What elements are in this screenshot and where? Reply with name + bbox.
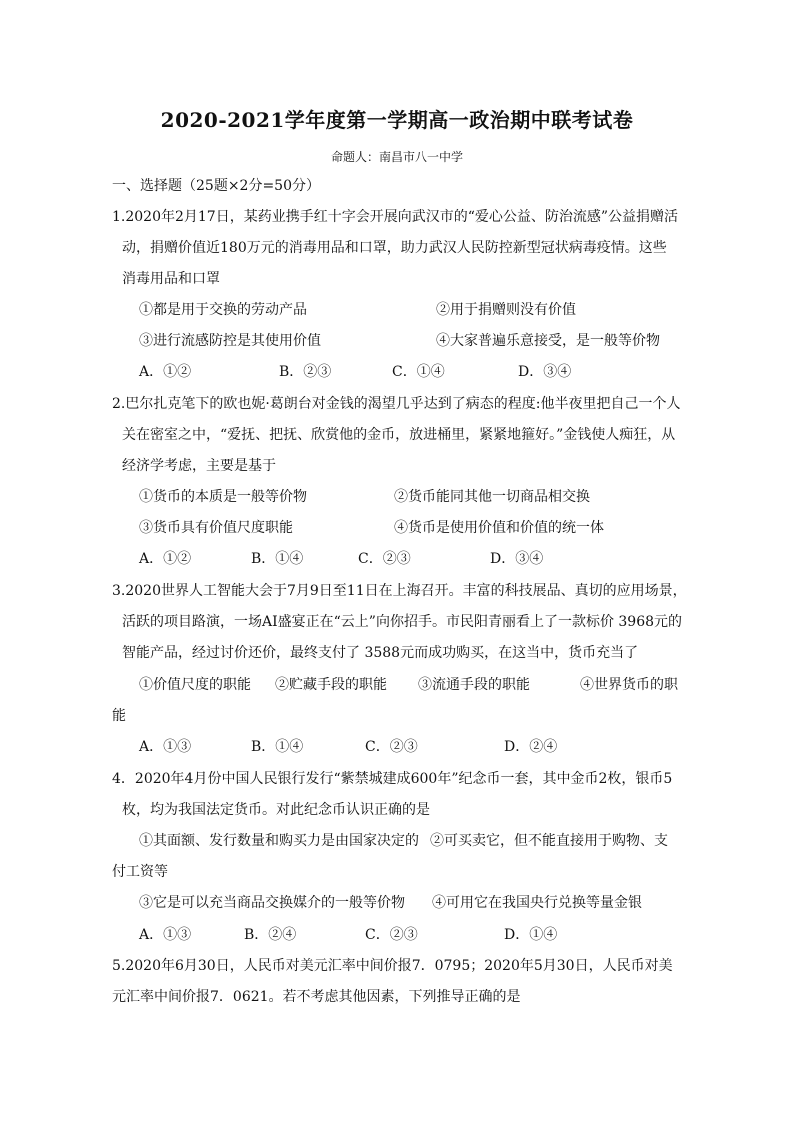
section-heading: 一、选择题（25题×2分=50分） [112, 178, 320, 194]
q2-choice-c: C．②③ [358, 551, 411, 567]
q4-choice-b: B．②④ [244, 927, 297, 943]
q1-choice-a: A．①② [139, 364, 192, 380]
q3-option-3: ③流通手段的职能 [418, 677, 530, 693]
q4-option-1: ①其面额、发行数量和购买力是由国家决定的 [139, 833, 419, 849]
q4-choice-c: C．②③ [365, 927, 418, 943]
q4-stem-line1: 4．2020年4月份中国人民银行发行“紫禁城建成600年”纪念币一套，其中金币2枚，银币5 [112, 771, 673, 787]
author-line: 命题人：南昌市八一中学 [330, 150, 463, 164]
q1-option-4: ④大家普遍乐意接受，是一般等价物 [436, 333, 660, 349]
q1-option-1: ①都是用于交换的劳动产品 [139, 302, 307, 318]
q5-stem-line1: 5.2020年6月30日，人民币对美元汇率中间价报7．0795；2020年5月30日，人民币对美 [112, 958, 673, 974]
q3-stem-line2: 活跃的项目路演，一场AI盛宴正在“云上”向你招手。市民阳青丽看上了一款标价 3968元的 [122, 614, 683, 630]
q3-stem-line1: 3.2020世界人工智能大会于7月9日至11日在上海召开。丰富的科技展品、真切的应用场景， [112, 583, 687, 599]
q4-option-3: ③它是可以充当商品交换媒介的一般等价物 [139, 895, 405, 911]
q4-choice-a: A．①③ [139, 927, 192, 943]
q1-choice-c: C．①④ [392, 364, 445, 380]
q2-stem-line3: 经济学考虑，主要是基于 [122, 458, 276, 474]
q5-stem-line2: 元汇率中间价报7．0621。若不考虑其他因素，下列推导正确的是 [112, 989, 521, 1005]
q1-choice-b: B．②③ [279, 364, 332, 380]
q1-stem-line3: 消毒用品和口罩 [122, 271, 220, 287]
q3-option-2: ②贮藏手段的职能 [275, 677, 387, 693]
q4-choice-d: D．①④ [504, 927, 558, 943]
q1-stem-line1: 1.2020年2月17日，某药业携手红十字会开展向武汉市的“爱心公益、防治流感”公益捐赠活 [112, 209, 679, 225]
q1-choice-d: D．③④ [518, 364, 572, 380]
q4-option-2-cont: 付工资等 [112, 864, 168, 880]
q2-option-1: ①货币的本质是一般等价物 [139, 489, 307, 505]
q3-choice-c: C．②③ [365, 739, 418, 755]
q3-choice-d: D．②④ [504, 739, 558, 755]
q3-choice-a: A．①③ [139, 739, 192, 755]
q2-option-2: ②货币能同其他一切商品相交换 [394, 489, 590, 505]
q3-option-4: ④世界货币的职 [580, 677, 678, 693]
q3-choice-b: B．①④ [251, 739, 304, 755]
q4-option-2: ②可买卖它，但不能直接用于购物、支 [430, 833, 668, 849]
q4-option-4: ④可用它在我国央行兑换等量金银 [432, 895, 642, 911]
q3-option-4-cont: 能 [112, 708, 126, 724]
q4-stem-line2: 枚，均为我国法定货币。对此纪念币认识正确的是 [122, 802, 430, 818]
page-title: 2020-2021学年度第一学期高一政治期中联考试卷 [160, 108, 634, 132]
q2-option-3: ③货币具有价值尺度职能 [139, 520, 293, 536]
q1-stem-line2: 动，捐赠价值近180万元的消毒用品和口罩，助力武汉人民防控新型冠状病毒疫情。这些 [122, 240, 667, 256]
q3-stem-line3: 智能产品，经过讨价还价，最终支付了 3588元而成功购买，在这当中，货币充当了 [122, 645, 639, 661]
q2-choice-b: B．①④ [251, 551, 304, 567]
q2-choice-d: D．③④ [490, 551, 544, 567]
q1-option-3: ③进行流感防控是其使用价值 [139, 333, 321, 349]
q2-stem-line1: 2.巴尔扎克笔下的欧也妮·葛朗台对金钱的渴望几乎达到了病态的程度:他半夜里把自己一个人 [112, 396, 681, 412]
q2-choice-a: A．①② [139, 551, 192, 567]
q2-stem-line2: 关在密室之中，“爱抚、把抚、欣赏他的金币，放进桶里，紧紧地箍好。”金钱使人痴狂，从 [122, 427, 676, 443]
q3-option-1: ①价值尺度的职能 [139, 677, 251, 693]
q2-option-4: ④货币是使用价值和价值的统一体 [394, 520, 604, 536]
q1-option-2: ②用于捐赠则没有价值 [436, 302, 576, 318]
